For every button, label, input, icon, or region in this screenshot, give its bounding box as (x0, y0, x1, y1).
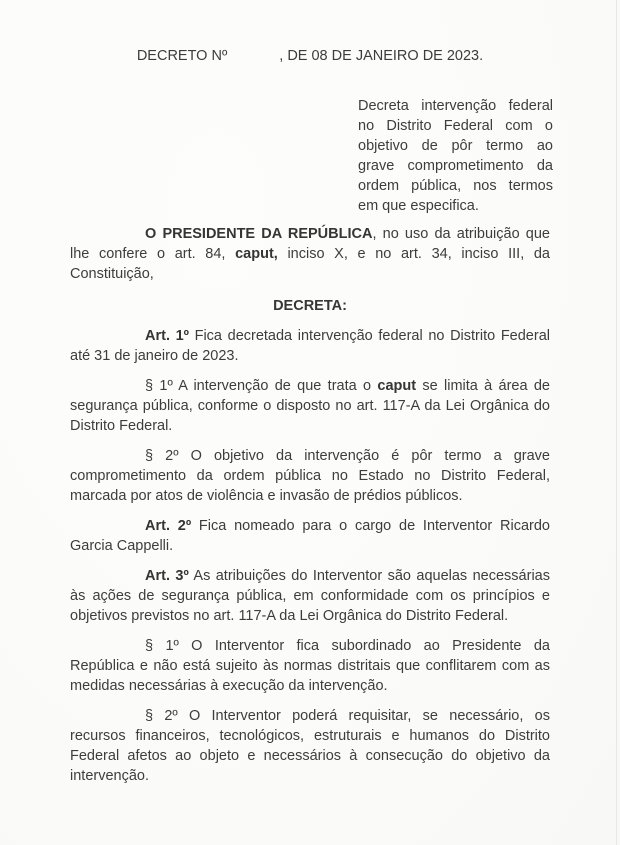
article-1-caput: Art. 1º Fica decretada intervenção federal no Distrito Federal até 31 de janeiro de 2023. (70, 328, 550, 364)
decree-number-label: DECRETO Nº (136, 48, 228, 64)
article-3-paragraph-1: § 1º O Interventor fica subordinado ao Presidente da República e não está sujeito às normas distritais que conflitarem com as medidas necessárias à execução da intervenção. (70, 638, 550, 694)
decree-title (70, 46, 550, 66)
decree-preamble: O PRESIDENTE DA REPÚBLICA, no uso da atribuição que lhe confere o art. 84, caput, inciso X, e no art. 34, inciso III, da Constituição, (70, 226, 551, 282)
article-3-paragraph-2: § 2º O Interventor poderá requisitar, se necessário, os recursos financeiros, tecnológicos, estruturais e humanos do Distrito Federal afetos ao objeto e necessários à consecução do objetivo da intervenção. (70, 708, 550, 784)
article-2-caput: Art. 2º Fica nomeado para o cargo de Interventor Ricardo Garcia Cappelli. (70, 518, 550, 554)
decree-date-label: , DE 08 DE JANEIRO DE 2023. (279, 48, 484, 64)
enacting-formula: DECRETA: (273, 298, 347, 314)
article-1-paragraph-2: § 2º O objetivo da intervenção é pôr termo a grave comprometimento da ordem pública no Estado no Distrito Federal, marcada por atos de violência e invasão de prédios públicos. (70, 448, 550, 504)
article-1-paragraph-1: § 1º A intervenção de que trata o caput se limita à área de segurança pública, conforme o disposto no art. 117-A da Lei Orgânica do Distrito Federal. (70, 378, 550, 434)
decree-epigraph: Decreta intervenção federal no Distrito Federal com o objetivo de pôr termo ao grave comprometimento da ordem pública, nos termos em que especifica. (358, 98, 553, 214)
article-3-caput: Art. 3º As atribuições do Interventor são aquelas necessárias às ações de segurança pública, em conformidade com os princípios e objetivos previstos no art. 117-A da Lei Orgânica do Distrito Federal. (70, 568, 550, 624)
